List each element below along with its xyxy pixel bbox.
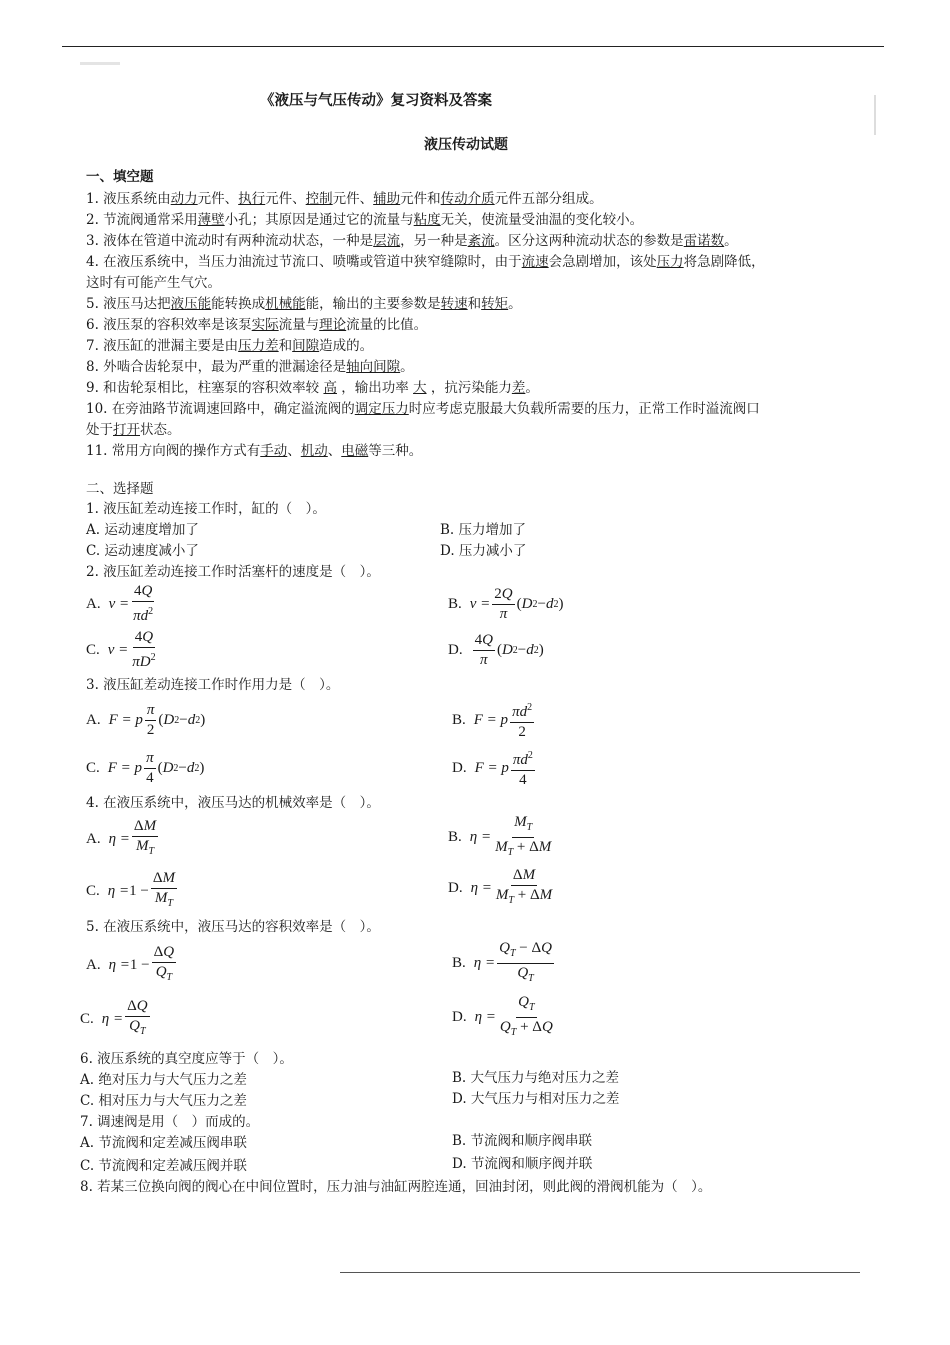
fill-6: 6. 液压泵的容积效率是该泵实际流量与理论流量的比值。 xyxy=(86,317,428,333)
q4-option-d: D. η = ΔM $M_T + \Delta M$ xyxy=(448,867,553,906)
q4-option-a: A. η = ΔM $M_T$ xyxy=(86,818,157,857)
q1-option-a: A. 运动速度增加了 xyxy=(86,522,199,538)
q6-option-a: A. 绝对压力与大气压力之差 xyxy=(80,1072,247,1088)
q6-stem: 6. 液压系统的真空度应等于（ ）。 xyxy=(80,1051,293,1067)
q2-option-d: D. 4Q π ( D 2 − d 2 ) xyxy=(448,631,544,668)
fill-2: 2. 节流阀通常采用薄壁小孔；其原因是通过它的流量与粘度无关，使流量受油温的变化较小。 xyxy=(86,212,644,228)
q5-option-a: A. η = 1 − $\frac{\Delta Q}{Q_T}$ xyxy=(86,944,175,983)
fill-4-cont: 这时有可能产生气穴。 xyxy=(86,275,221,291)
q8-stem: 8. 若某三位换向阀的阀心在中间位置时，压力油与油缸两腔连通，回油封闭，则此阀的滑阀机能为（ ）。 xyxy=(80,1179,712,1195)
q6-option-d: D. 大气压力与相对压力之差 xyxy=(452,1091,620,1107)
q2-option-a: A. v = 4Q $\pi d^2$ xyxy=(86,583,154,624)
section-fill: 一、填空题 xyxy=(86,169,154,185)
q2-stem: 2. 液压缸差动连接工作时活塞杆的速度是（ ）。 xyxy=(86,564,380,580)
q7-option-d: D. 节流阀和顺序阀并联 xyxy=(452,1156,593,1172)
q1-option-b: B. 压力增加了 xyxy=(440,522,527,538)
fill-1: 1. 液压系统由动力元件、执行元件、控制元件、辅助元件和传动介质元件五部分组成。 xyxy=(86,191,603,207)
fill-8: 8. 外啮合齿轮泵中，最为严重的泄漏途径是轴向间隙。 xyxy=(86,359,414,375)
q3-option-d: D. F = p $\pi d^2$ 4 xyxy=(452,746,537,790)
top-rule xyxy=(62,46,884,47)
q4-option-b: B. η = $M_T$ $M_T + \Delta M$ xyxy=(448,813,552,858)
q4-option-c: C. η = 1 − $\frac{\Delta M}{M_T}$ xyxy=(86,870,175,909)
q1-option-c: C. 运动速度减小了 xyxy=(86,543,199,559)
fill-11: 11. 常用方向阀的操作方式有手动、机动、电磁等三种。 xyxy=(86,443,423,459)
fill-4: 4. 在液压系统中，当压力油流过节流口、喷嘴或管道中狭窄缝隙时，由于流速会急剧增加，该处压力将急剧降低， xyxy=(86,254,765,270)
q7-option-c: C. 节流阀和定差减压阀并联 xyxy=(80,1158,247,1174)
q7-option-b: B. 节流阀和顺序阀串联 xyxy=(452,1133,593,1149)
doc-title: 《液压与气压传动》复习资料及答案 xyxy=(260,93,492,109)
q5-option-b: B. η = $Q_T - \Delta Q$ $Q_T$ xyxy=(452,939,552,984)
q3-option-a: A. F = p π 2 ( D 2 − d 2 ) xyxy=(86,701,206,738)
fill-3: 3. 液体在管道中流动时有两种流动状态，一种是层流，另一种是紊流。区分这两种流动状态的参数是雷诺数。 xyxy=(86,233,738,249)
bottom-rule xyxy=(340,1272,860,1273)
q3-option-c: C. F = p π 4 ( D 2 − d 2 ) xyxy=(86,749,205,786)
q5-stem: 5. 在液压系统中，液压马达的容积效率是（ ）。 xyxy=(86,919,380,935)
q7-option-a: A. 节流阀和定差减压阀串联 xyxy=(80,1135,247,1151)
q3-option-b: B. F = p $\pi d^2$ 2 xyxy=(452,698,536,742)
q6-option-b: B. 大气压力与绝对压力之差 xyxy=(452,1070,620,1086)
sub-title: 液压传动试题 xyxy=(424,137,508,153)
q5-option-d: D. η = $Q_T$ $Q_T + \Delta Q$ xyxy=(452,993,553,1038)
fill-5: 5. 液压马达把液压能能转换成机械能能，输出的主要参数是转速和转矩。 xyxy=(86,296,522,312)
q6-option-c: C. 相对压力与大气压力之差 xyxy=(80,1093,247,1109)
fill-10-cont: 处于打开状态。 xyxy=(86,422,181,438)
scan-speck xyxy=(80,62,120,65)
q1-option-d: D. 压力减小了 xyxy=(440,543,527,559)
q1-stem: 1. 液压缸差动连接工作时，缸的（ ）。 xyxy=(86,501,326,517)
section-choice: 二、选择题 xyxy=(86,481,154,497)
scan-speck xyxy=(874,95,876,135)
fill-9: 9. 和齿轮泵相比，柱塞泵的容积效率较 高 ，输出功率 大 ，抗污染能力差。 xyxy=(86,380,539,396)
q5-option-c: C. η = ΔQ $Q_T$ xyxy=(80,998,148,1037)
q4-stem: 4. 在液压系统中，液压马达的机械效率是（ ）。 xyxy=(86,795,380,811)
q7-stem: 7. 调速阀是用（ ）而成的。 xyxy=(80,1114,260,1130)
q3-stem: 3. 液压缸差动连接工作时作用力是（ ）。 xyxy=(86,677,340,693)
fill-7: 7. 液压缸的泄漏主要是由压力差和间隙造成的。 xyxy=(86,338,374,354)
fill-10: 10. 在旁油路节流调速回路中，确定溢流阀的调定压力时应考虑克服最大负载所需要的压力，正常工作时溢流阀口 xyxy=(86,401,760,417)
q2-option-b: B. v = 2Q π ( D 2 − d 2 ) xyxy=(448,585,564,622)
q2-option-c: C. v = 4Q $\pi D^2$ xyxy=(86,629,156,670)
